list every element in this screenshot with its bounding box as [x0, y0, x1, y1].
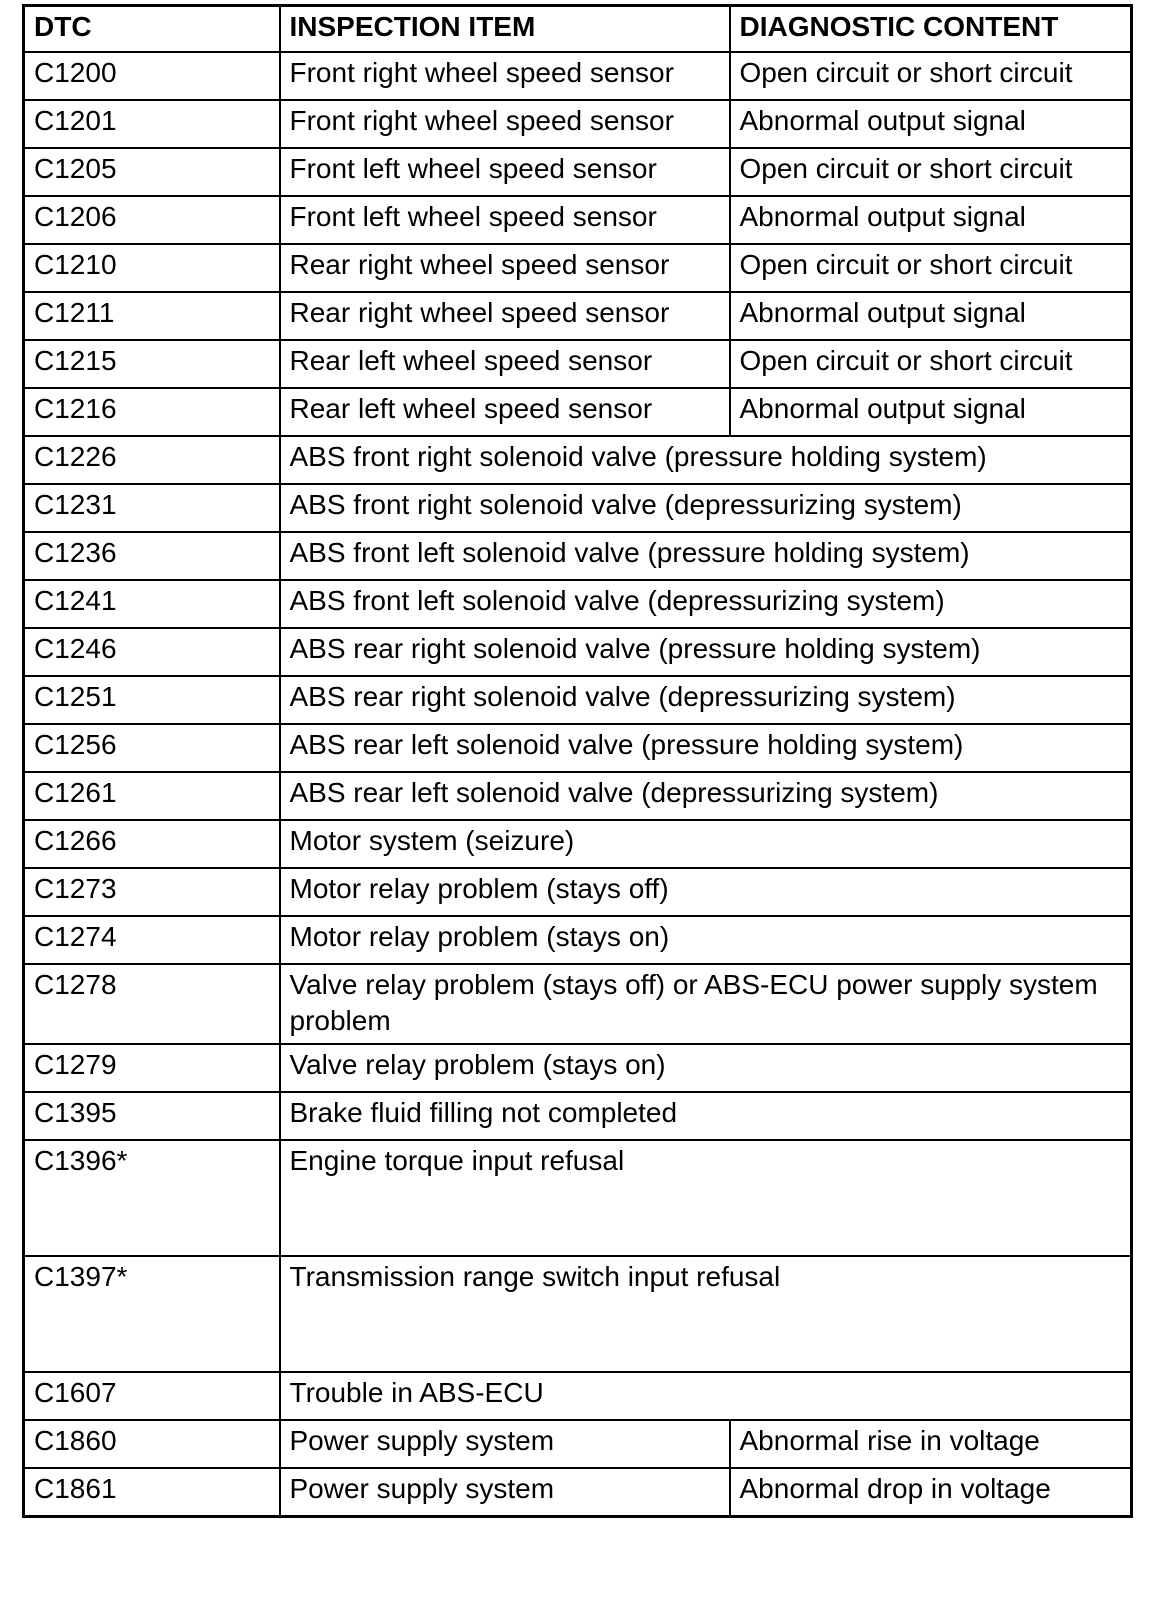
diagnostic-content: Abnormal rise in voltage — [730, 1420, 1132, 1468]
dtc-code: C1226 — [24, 436, 280, 484]
inspection-item: ABS rear left solenoid valve (depressurizing system) — [280, 772, 1132, 820]
dtc-code: C1256 — [24, 724, 280, 772]
table-row — [24, 532, 1132, 580]
dtc-code: C1210 — [24, 244, 280, 292]
inspection-item: Front left wheel speed sensor — [280, 196, 730, 244]
inspection-item: Trouble in ABS-ECU — [280, 1372, 1132, 1420]
table-row — [24, 580, 1132, 628]
header-row — [24, 6, 1132, 53]
dtc-code: C1397* — [24, 1256, 280, 1372]
dtc-code: C1266 — [24, 820, 280, 868]
dtc-code: C1274 — [24, 916, 280, 964]
table-row — [24, 964, 1132, 1044]
table-row — [24, 1092, 1132, 1140]
table-row — [24, 772, 1132, 820]
inspection-item: ABS rear left solenoid valve (pressure holding system) — [280, 724, 1132, 772]
inspection-item: Valve relay problem (stays on) — [280, 1044, 1132, 1092]
dtc-code: C1205 — [24, 148, 280, 196]
table-row — [24, 628, 1132, 676]
inspection-item: ABS rear right solenoid valve (pressure holding system) — [280, 628, 1132, 676]
table-row — [24, 724, 1132, 772]
inspection-item: Motor relay problem (stays on) — [280, 916, 1132, 964]
dtc-code: C1241 — [24, 580, 280, 628]
header-dtc: DTC — [24, 6, 280, 53]
table-row — [24, 196, 1132, 244]
inspection-item: Power supply system — [280, 1420, 730, 1468]
table-row — [24, 244, 1132, 292]
diagnostic-content: Abnormal drop in voltage — [730, 1468, 1132, 1517]
inspection-item: Rear right wheel speed sensor — [280, 292, 730, 340]
dtc-code: C1236 — [24, 532, 280, 580]
inspection-item: Rear right wheel speed sensor — [280, 244, 730, 292]
diagnostic-content: Abnormal output signal — [730, 100, 1132, 148]
inspection-item: Motor system (seizure) — [280, 820, 1132, 868]
diagnostic-content: Open circuit or short circuit — [730, 340, 1132, 388]
dtc-table — [22, 4, 1133, 1518]
dtc-code: C1211 — [24, 292, 280, 340]
table-row — [24, 484, 1132, 532]
inspection-item: ABS front left solenoid valve (pressure holding system) — [280, 532, 1132, 580]
dtc-code: C1395 — [24, 1092, 280, 1140]
diagnostic-content: Open circuit or short circuit — [730, 52, 1132, 100]
diagnostic-content: Abnormal output signal — [730, 292, 1132, 340]
table-row — [24, 1420, 1132, 1468]
inspection-item: Engine torque input refusal — [280, 1140, 1132, 1256]
inspection-item: Front right wheel speed sensor — [280, 52, 730, 100]
header-diagnostic-content: DIAGNOSTIC CONTENT — [730, 6, 1132, 53]
dtc-code: C1261 — [24, 772, 280, 820]
dtc-code: C1251 — [24, 676, 280, 724]
inspection-item: Rear left wheel speed sensor — [280, 340, 730, 388]
diagnostic-content: Open circuit or short circuit — [730, 148, 1132, 196]
dtc-code: C1279 — [24, 1044, 280, 1092]
table-row — [24, 868, 1132, 916]
table-row — [24, 340, 1132, 388]
table-row — [24, 1044, 1132, 1092]
inspection-item: Motor relay problem (stays off) — [280, 868, 1132, 916]
dtc-code: C1215 — [24, 340, 280, 388]
dtc-code: C1607 — [24, 1372, 280, 1420]
dtc-code: C1206 — [24, 196, 280, 244]
table-row — [24, 916, 1132, 964]
inspection-item: Valve relay problem (stays off) or ABS-ECU power supply system problem — [280, 964, 1132, 1044]
dtc-code: C1861 — [24, 1468, 280, 1517]
dtc-code: C1396* — [24, 1140, 280, 1256]
table-row — [24, 52, 1132, 100]
dtc-code: C1216 — [24, 388, 280, 436]
table-row — [24, 676, 1132, 724]
table-row — [24, 100, 1132, 148]
diagnostic-content: Open circuit or short circuit — [730, 244, 1132, 292]
inspection-item: Front left wheel speed sensor — [280, 148, 730, 196]
diagnostic-content: Abnormal output signal — [730, 196, 1132, 244]
inspection-item: Transmission range switch input refusal — [280, 1256, 1132, 1372]
dtc-code: C1860 — [24, 1420, 280, 1468]
table-row — [24, 388, 1132, 436]
inspection-item: ABS front left solenoid valve (depressurizing system) — [280, 580, 1132, 628]
dtc-code: C1200 — [24, 52, 280, 100]
diagnostic-content: Abnormal output signal — [730, 388, 1132, 436]
dtc-code: C1201 — [24, 100, 280, 148]
table-row — [24, 1468, 1132, 1517]
inspection-item: Brake fluid filling not completed — [280, 1092, 1132, 1140]
dtc-code: C1278 — [24, 964, 280, 1044]
dtc-code: C1231 — [24, 484, 280, 532]
inspection-item: ABS rear right solenoid valve (depressurizing system) — [280, 676, 1132, 724]
table-row — [24, 292, 1132, 340]
inspection-item: ABS front right solenoid valve (pressure holding system) — [280, 436, 1132, 484]
table-row — [24, 436, 1132, 484]
table-row — [24, 1140, 1132, 1256]
dtc-code: C1273 — [24, 868, 280, 916]
table-row — [24, 820, 1132, 868]
table-row — [24, 1256, 1132, 1372]
inspection-item: Power supply system — [280, 1468, 730, 1517]
inspection-item: Rear left wheel speed sensor — [280, 388, 730, 436]
dtc-code: C1246 — [24, 628, 280, 676]
table-row — [24, 1372, 1132, 1420]
inspection-item: Front right wheel speed sensor — [280, 100, 730, 148]
table-row — [24, 148, 1132, 196]
inspection-item: ABS front right solenoid valve (depressurizing system) — [280, 484, 1132, 532]
header-inspection-item: INSPECTION ITEM — [280, 6, 730, 53]
